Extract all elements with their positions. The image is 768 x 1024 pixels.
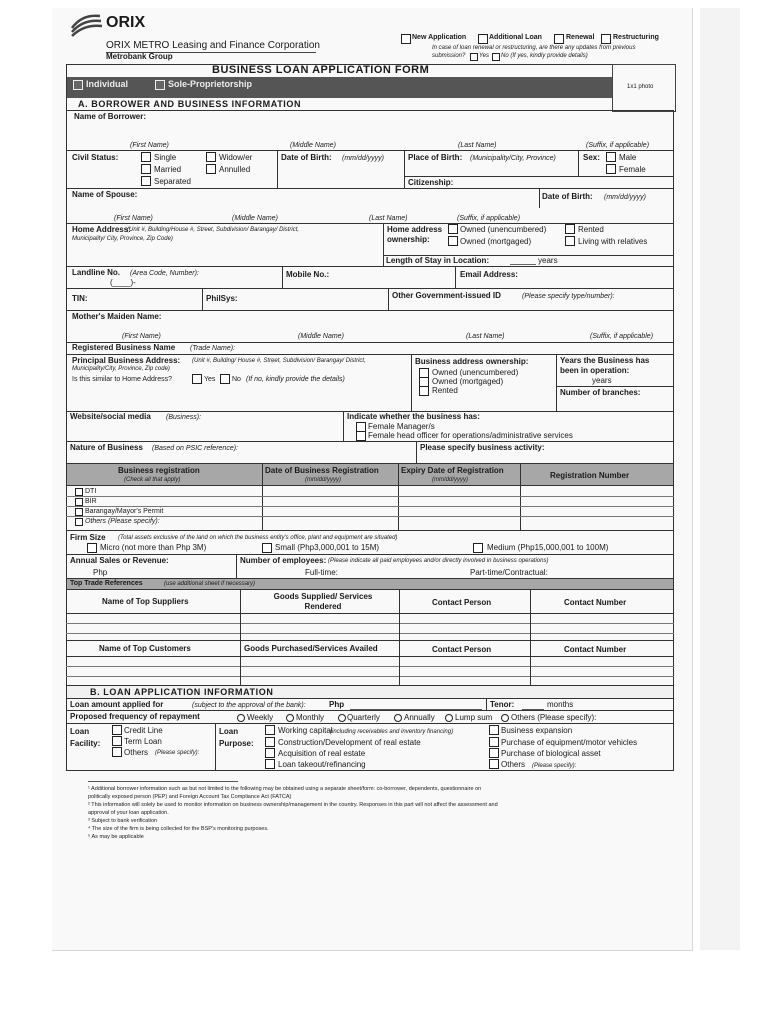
last-name-hint: (Last Name) xyxy=(458,142,497,149)
footnote-3: ³ Subject to bank verification xyxy=(88,818,158,824)
similar-no-checkbox[interactable] xyxy=(220,374,230,384)
spouse-first-hint: (First Name) xyxy=(114,215,153,222)
facility-others-hint: (Please specify): xyxy=(155,750,200,756)
col-line xyxy=(486,698,487,710)
reg-bir-checkbox[interactable] xyxy=(75,498,83,506)
single-checkbox[interactable] xyxy=(141,152,151,162)
dob-format: (mm/dd/yyyy) xyxy=(342,155,384,162)
widower-checkbox[interactable] xyxy=(206,152,216,162)
row-line xyxy=(66,310,674,311)
female-checkbox[interactable] xyxy=(606,164,616,174)
purpose-expansion-label: Business expansion xyxy=(501,726,573,735)
separated-checkbox[interactable] xyxy=(141,176,151,186)
supplier-header-name: Name of Top Suppliers xyxy=(102,597,189,606)
firm-small-checkbox[interactable] xyxy=(262,543,272,553)
purpose-takeout-checkbox[interactable] xyxy=(265,759,275,769)
section-a-header: A. BORROWER AND BUSINESS INFORMATION xyxy=(78,99,302,109)
maiden-first-hint: (First Name) xyxy=(122,333,161,340)
company-name: ORIX METRO Leasing and Finance Corporation xyxy=(106,40,320,51)
home-relatives-label: Living with relatives xyxy=(578,237,648,246)
purpose-takeout-label: Loan takeout/refinancing xyxy=(278,760,366,769)
purpose-construction-label: Construction/Development of real estate xyxy=(278,738,421,747)
nature-hint: (Based on PSIC reference): xyxy=(152,445,238,452)
frame-left xyxy=(66,64,67,770)
col-line xyxy=(236,554,237,578)
years-operation-label: Years the Business has been in operation: xyxy=(560,356,650,375)
photo-box xyxy=(612,64,676,112)
restructuring-checkbox[interactable] xyxy=(601,34,611,44)
row-line xyxy=(66,676,674,677)
firm-size-hint: (Total assets exclusive of the land on which the business entity's office, plant and equipment are situated) xyxy=(118,535,398,541)
form-title: BUSINESS LOAN APPLICATION FORM xyxy=(212,64,430,76)
purpose-label: Loan Purpose: xyxy=(219,727,254,748)
facility-termloan-checkbox[interactable] xyxy=(112,736,122,746)
footnote-rule xyxy=(88,781,238,782)
home-rented-label: Rented xyxy=(578,225,604,234)
footnote-2b: approval of your loan application. xyxy=(88,810,169,816)
philsys-label: PhilSys: xyxy=(206,294,238,303)
row-line xyxy=(66,710,674,711)
row-line xyxy=(66,150,674,151)
col-line xyxy=(455,266,456,288)
purpose-working-capital-checkbox[interactable] xyxy=(265,725,275,735)
married-checkbox[interactable] xyxy=(141,164,151,174)
similar-no-label: No xyxy=(232,376,241,383)
reg-subheader-date: (mm/dd/yyyy) xyxy=(305,477,341,483)
other-id-hint: (Please specify type/number): xyxy=(522,293,615,300)
row-line xyxy=(66,623,674,624)
row-line xyxy=(66,640,674,641)
activity-label: Please specify business activity: xyxy=(420,443,545,452)
employees-hint: (Please indicate all paid employees and/or directly involved in business operations) xyxy=(328,558,549,564)
purpose-others-checkbox[interactable] xyxy=(489,759,499,769)
freq-annually-label: Annually xyxy=(404,713,435,722)
spouse-dob-label: Date of Birth: xyxy=(542,192,593,201)
row-line xyxy=(66,554,674,555)
stay-label: Length of Stay in Location: xyxy=(386,256,490,265)
row-line xyxy=(66,188,674,189)
business-ownership-label: Business address ownership: xyxy=(415,357,529,366)
firm-medium-checkbox[interactable] xyxy=(473,543,483,553)
middle-name-hint: (Middle Name) xyxy=(290,142,336,149)
new-application-label: New Application xyxy=(412,34,467,41)
reg-header-number: Registration Number xyxy=(550,471,630,480)
years-operation-unit: years xyxy=(592,376,612,385)
row-line xyxy=(66,110,674,111)
customer-header-goods: Goods Purchased/Services Availed xyxy=(244,644,378,653)
dob-label: Date of Birth: xyxy=(281,153,332,162)
update-note: In case of loan renewal or restructuring, are there any updates from previous xyxy=(432,45,636,51)
update-no-label: No (If yes, kindly provide details) xyxy=(501,53,588,59)
website-hint: (Business): xyxy=(166,414,202,421)
renewal-label: Renewal xyxy=(566,34,595,41)
col-line xyxy=(202,288,203,310)
row-line xyxy=(66,613,674,614)
reg-permit-label: Barangay/Mayor's Permit xyxy=(85,508,164,515)
col-line xyxy=(277,150,278,188)
customer-header-contact: Contact Person xyxy=(432,645,492,654)
pob-label: Place of Birth: xyxy=(408,153,463,162)
reg-dti-label: DTI xyxy=(85,488,97,495)
section-b-header: B. LOAN APPLICATION INFORMATION xyxy=(90,687,274,697)
row-line xyxy=(556,386,674,387)
company-group: Metrobank Group xyxy=(106,52,173,61)
firm-size-label: Firm Size xyxy=(70,533,106,542)
freq-quarterly-label: Quarterly xyxy=(347,713,380,722)
annulled-checkbox[interactable] xyxy=(206,164,216,174)
row-line xyxy=(66,633,674,634)
row-line xyxy=(66,223,674,224)
freq-annually-radio[interactable] xyxy=(394,714,402,722)
annual-sales-label: Annual Sales or Revenue: xyxy=(70,556,169,565)
form-title-bar xyxy=(67,64,612,76)
reg-dti-checkbox[interactable] xyxy=(75,488,83,496)
footnote-5: ⁵ As may be applicable xyxy=(88,834,144,840)
restructuring-label: Restructuring xyxy=(613,34,659,41)
reg-subheader-expiry: (mm/dd/yyyy) xyxy=(432,477,468,483)
similar-yes-label: Yes xyxy=(204,376,216,383)
maiden-suffix-hint: (Suffix, if applicable) xyxy=(590,333,654,340)
freq-lumpsum-label: Lump sum xyxy=(455,713,493,722)
purpose-biological-checkbox[interactable] xyxy=(489,748,499,758)
maiden-last-hint: (Last Name) xyxy=(466,333,505,340)
reg-header-expiry: Expiry Date of Registration xyxy=(401,466,504,475)
tenor-label: Tenor: xyxy=(490,700,515,709)
suffix-hint: (Suffix, if applicable) xyxy=(586,142,650,149)
separated-label: Separated xyxy=(154,177,191,186)
renewal-checkbox[interactable] xyxy=(554,34,564,44)
employees-label: Number of employees: xyxy=(240,556,327,565)
annulled-label: Annulled xyxy=(219,165,251,174)
individual-checkbox[interactable] xyxy=(73,80,83,90)
update-yes-label: Yes xyxy=(479,53,490,59)
row-line xyxy=(66,288,674,289)
photo-label: 1x1 photo xyxy=(627,84,654,90)
mobile-label: Mobile No.: xyxy=(286,270,330,279)
nature-label: Nature of Business xyxy=(70,443,143,452)
purpose-expansion-checkbox[interactable] xyxy=(489,725,499,735)
business-has-label: Indicate whether the business has: xyxy=(347,412,480,421)
col-line xyxy=(404,150,405,188)
registered-name-hint: (Trade Name): xyxy=(190,345,235,352)
biz-owned-mortgaged-label: Owned (mortgaged) xyxy=(432,377,504,386)
page-edge xyxy=(700,8,740,950)
loan-amount-label: Loan amount applied for xyxy=(70,700,164,709)
col-line xyxy=(240,589,241,685)
row-line xyxy=(66,496,674,497)
facility-others-label: Others xyxy=(124,748,149,757)
row-line xyxy=(66,656,674,657)
col-line xyxy=(399,589,400,685)
female-head-label: Female head officer for operations/administrative services xyxy=(368,431,573,440)
loan-amount-php: Php xyxy=(329,700,345,709)
supplier-header-goods: Goods Supplied/ Services Rendered xyxy=(273,592,373,611)
loan-amount-hint: (subject to the approval of the bank): xyxy=(192,702,306,709)
female-head-checkbox[interactable] xyxy=(356,431,366,441)
col-line xyxy=(388,288,389,310)
freq-lumpsum-radio[interactable] xyxy=(445,714,453,722)
row-line xyxy=(66,463,674,464)
reg-bir-label: BIR xyxy=(85,498,97,505)
reg-permit-checkbox[interactable] xyxy=(75,508,83,516)
parttime-label: Part-time/Contractual: xyxy=(470,568,548,577)
maiden-middle-hint: (Middle Name) xyxy=(298,333,344,340)
facility-creditline-checkbox[interactable] xyxy=(112,725,122,735)
firm-micro-label: Micro (not more than Php 3M) xyxy=(100,543,207,552)
logo-text: ORIX xyxy=(106,14,146,31)
biz-rented-checkbox[interactable] xyxy=(419,386,429,396)
male-label: Male xyxy=(619,153,637,162)
col-line xyxy=(282,266,283,288)
reg-subheader-type: (Check all that apply) xyxy=(124,477,181,483)
freq-weekly-radio[interactable] xyxy=(237,714,245,722)
principal-address-hint: (Unit #, Building/ House #, Street, Subdivision/ Barangay/ District, xyxy=(192,358,366,364)
freq-others-radio[interactable] xyxy=(501,714,509,722)
landline-label: Landline No. xyxy=(72,268,120,277)
purpose-acquisition-label: Acquisition of real estate xyxy=(278,749,366,758)
spouse-dob-format: (mm/dd/yyyy) xyxy=(604,194,646,201)
col-line xyxy=(539,188,540,208)
home-owned-unencumbered-label: Owned (unencumbered) xyxy=(460,225,547,234)
frame-bottom xyxy=(66,770,674,771)
sex-label: Sex: xyxy=(583,153,600,162)
citizenship-label: Citizenship: xyxy=(408,178,454,187)
spouse-label: Name of Spouse: xyxy=(72,190,138,199)
supplier-header-number: Contact Number xyxy=(564,598,627,607)
freq-monthly-radio[interactable] xyxy=(286,714,294,722)
purpose-others-label: Others xyxy=(501,760,526,769)
biz-rented-label: Rented xyxy=(432,386,458,395)
col-line xyxy=(530,589,531,685)
orix-logo-icon xyxy=(70,12,104,38)
registered-name-label: Registered Business Name xyxy=(72,343,176,352)
additional-loan-checkbox[interactable] xyxy=(478,34,488,44)
footnote-2: ² This information will solely be used to monitor information on business ownership/management in the country. Responses in this part will not affect the assessment and xyxy=(88,802,498,808)
freq-monthly-label: Monthly xyxy=(296,713,325,722)
borrower-name-label: Name of Borrower: xyxy=(74,112,147,121)
row-line xyxy=(66,685,674,686)
applicant-type-bar xyxy=(67,77,612,98)
row-line xyxy=(66,666,674,667)
purpose-biological-label: Purchase of biological asset xyxy=(501,749,601,758)
biz-owned-unencumbered-label: Owned (unencumbered) xyxy=(432,368,519,377)
female-manager-label: Female Manager/s xyxy=(368,422,435,431)
branches-label: Number of branches: xyxy=(560,388,641,397)
trade-title-hint: (use additional sheet if necessary) xyxy=(164,581,256,587)
pob-hint: (Municipality/City, Province) xyxy=(470,155,556,162)
purpose-construction-checkbox[interactable] xyxy=(265,737,275,747)
similar-yes-checkbox[interactable] xyxy=(192,374,202,384)
home-address-hint: (Unit #, Building/House #, Street, Subdivision/ Barangay/ District, xyxy=(127,227,300,233)
purpose-acquisition-checkbox[interactable] xyxy=(265,748,275,758)
purpose-working-capital-label: Working capital xyxy=(278,726,333,735)
frame-right xyxy=(673,110,674,770)
reg-header-type: Business registration xyxy=(118,466,200,475)
home-address-label: Home Address: xyxy=(72,225,131,234)
facility-creditline-label: Credit Line xyxy=(124,726,163,735)
row-line xyxy=(66,530,674,531)
update-no-checkbox[interactable] xyxy=(492,53,500,61)
spouse-last-hint: (Last Name) xyxy=(369,215,408,222)
single-label: Single xyxy=(154,153,177,162)
frequency-label: Proposed frequency of repayment xyxy=(70,712,200,721)
fulltime-label: Full-time: xyxy=(305,568,338,577)
customer-header-number: Contact Number xyxy=(564,645,627,654)
col-line xyxy=(411,354,412,411)
new-application-checkbox[interactable] xyxy=(401,34,411,44)
tin-label: TIN: xyxy=(72,294,88,303)
trade-title: Top Trade References xyxy=(70,580,143,587)
landline-hint: (Area Code, Number): xyxy=(130,270,199,277)
update-note-2: submission? xyxy=(432,53,466,59)
row-line xyxy=(66,441,674,442)
freq-weekly-label: Weekly xyxy=(247,713,274,722)
home-owned-unencumbered-checkbox[interactable] xyxy=(448,224,458,234)
firm-small-label: Small (Php3,000,001 to 15M) xyxy=(275,543,380,552)
male-checkbox[interactable] xyxy=(606,152,616,162)
home-owned-mortgaged-label: Owned (mortgaged) xyxy=(460,237,532,246)
footnote-1b: politically exposed person (PEP) and Foreign Account Tax Compliance Act (FATCA) xyxy=(88,794,292,800)
freq-others-label: Others (Please specify): xyxy=(511,713,597,722)
firm-medium-label: Medium (Php15,000,001 to 100M) xyxy=(487,543,609,552)
col-line xyxy=(416,441,417,463)
stay-years: years xyxy=(538,256,558,265)
civil-status-label: Civil Status: xyxy=(72,153,119,162)
tenor-months: months xyxy=(547,700,574,709)
row-line xyxy=(66,354,674,355)
frame-top xyxy=(66,64,612,65)
row-line xyxy=(66,266,674,267)
additional-loan-label: Additional Loan xyxy=(489,34,542,41)
spouse-suffix-hint: (Suffix, if applicable) xyxy=(457,215,521,222)
trade-header-bar xyxy=(67,579,673,589)
footnote-1: ¹ Additional borrower information such as but not limited to the following may be obtained using a separate sheet/form: co-borrower, dependents, questionnaire on xyxy=(88,786,482,792)
annual-sales-php: Php xyxy=(93,568,108,577)
principal-address-hint-2: Municipality/City, Province, Zip code) xyxy=(72,366,170,372)
reg-others-checkbox[interactable] xyxy=(75,518,83,526)
facility-others-checkbox[interactable] xyxy=(112,747,122,757)
col-line xyxy=(383,223,384,266)
row-line xyxy=(66,698,674,699)
similar-question: Is this similar to Home Address? xyxy=(72,376,172,383)
firm-micro-checkbox[interactable] xyxy=(87,543,97,553)
row-line xyxy=(66,589,674,590)
purpose-working-capital-hint: (including receivables and inventory financing) xyxy=(330,729,454,735)
col-line xyxy=(343,411,344,441)
customer-header-name: Name of Top Customers xyxy=(99,644,191,653)
widower-label: Widow/er xyxy=(219,153,253,162)
similar-no-hint: (If no, kindly provide the details) xyxy=(246,376,345,383)
freq-quarterly-radio[interactable] xyxy=(338,714,346,722)
reg-others-label: Others (Please specify): xyxy=(85,518,160,525)
email-label: Email Address: xyxy=(460,270,518,279)
row-line xyxy=(66,723,674,724)
home-owned-mortgaged-checkbox[interactable] xyxy=(448,236,458,246)
purpose-equipment-label: Purchase of equipment/motor vehicles xyxy=(501,738,638,747)
row-line xyxy=(66,578,674,579)
home-address-hint-2: Municipality/ City, Province, Zip Code) xyxy=(72,236,173,242)
col-line xyxy=(556,354,557,411)
female-label: Female xyxy=(619,165,646,174)
purpose-equipment-checkbox[interactable] xyxy=(489,737,499,747)
other-id-label: Other Government-issued ID xyxy=(392,291,501,300)
facility-termloan-label: Term Loan xyxy=(124,737,162,746)
home-relatives-checkbox[interactable] xyxy=(565,236,575,246)
row-line xyxy=(66,485,674,486)
sole-proprietorship-label: Sole-Proprietorship xyxy=(168,79,253,89)
stay-blank[interactable] xyxy=(510,264,536,265)
purpose-others-hint: (Please specify): xyxy=(532,763,577,769)
col-line xyxy=(215,723,216,770)
footnote-4: ⁴ The size of the firm is being collected for the BSP's monitoring purposes. xyxy=(88,826,269,832)
sole-proprietorship-checkbox[interactable] xyxy=(155,80,165,90)
maiden-name-label: Mother's Maiden Name: xyxy=(72,312,162,321)
married-label: Married xyxy=(154,165,182,174)
row-line xyxy=(404,176,674,177)
landline-mask[interactable]: (____)- xyxy=(110,278,136,287)
update-yes-checkbox[interactable] xyxy=(470,53,478,61)
col-line xyxy=(578,150,579,176)
individual-label: Individual xyxy=(86,79,129,89)
facility-label: Loan Facility: xyxy=(70,727,101,748)
home-rented-checkbox[interactable] xyxy=(565,224,575,234)
supplier-header-contact: Contact Person xyxy=(432,598,492,607)
website-label: Website/social media xyxy=(70,412,151,421)
principal-address-label: Principal Business Address: xyxy=(72,356,181,365)
first-name-hint: (First Name) xyxy=(130,142,169,149)
spouse-middle-hint: (Middle Name) xyxy=(232,215,278,222)
reg-header-date: Date of Business Registration xyxy=(265,466,379,475)
home-ownership-label: Home address ownership: xyxy=(387,225,443,244)
